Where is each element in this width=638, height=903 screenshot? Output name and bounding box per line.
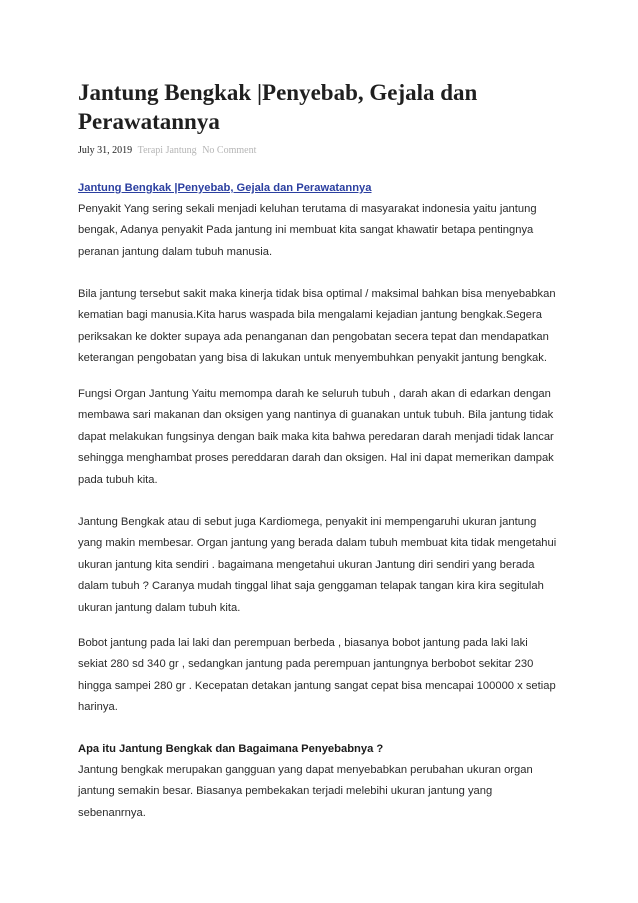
paragraph-line: yang makin membesar. Organ jantung yang berada dalam tubuh membuat kita tidak mengetahui bbox=[78, 537, 557, 550]
article-heading-link[interactable]: Jantung Bengkak |Penyebab, Gejala dan Perawatannya bbox=[78, 182, 372, 194]
paragraph-line: bengak, Adanya penyakit Pada jantung ini membuat kita sangat khawatir betapa pentingnya bbox=[78, 224, 534, 237]
paragraph-line: Penyakit Yang sering sekali menjadi keluhan terutama di masyarakat indonesia yaitu jantung bbox=[78, 203, 537, 215]
article-meta bbox=[78, 145, 256, 156]
section-subheading: Apa itu Jantung Bengkak dan Bagaimana Penyebabnya ? bbox=[78, 743, 384, 755]
paragraph-3 bbox=[78, 384, 568, 491]
paragraph-line: sehingga menghambat proses pereddaran darah dan oksigen. Hal ini dapat memerikan dampak bbox=[78, 452, 554, 465]
article-title-line-2: Perawatannya bbox=[78, 109, 220, 134]
paragraph-line: kematian bagi manusia.Kita harus waspada bila mengalami kejadian jantung bengkak.Segera bbox=[78, 309, 542, 322]
paragraph-1 bbox=[78, 199, 568, 263]
paragraph-line: pada tubuh kita. bbox=[78, 473, 158, 486]
paragraph-2 bbox=[78, 284, 568, 370]
post-date: July 31, 2019 bbox=[78, 145, 133, 156]
paragraph-line: Bobot jantung pada lai laki dan perempuan berbeda , biasanya bobot jantung pada laki laki bbox=[78, 637, 528, 649]
paragraph-line: dapat melakukan fungsinya dengan baik maka kita bahwa peredaran darah menjadi tidak lancar bbox=[78, 430, 554, 443]
paragraph-line: Fungsi Organ Jantung Yaitu memompa darah ke seluruh tubuh , darah akan di edarkan dengan bbox=[78, 388, 551, 400]
paragraph-line: jantung semakin besar. Biasanya pembekakan terjadi melebihi ukuran jantung yang bbox=[78, 785, 493, 798]
subheading-block bbox=[78, 739, 568, 760]
paragraph-line: sebenanrnya. bbox=[78, 806, 146, 819]
paragraph-line: ukuran jantung dalam tubuh kita. bbox=[78, 601, 241, 614]
paragraph-line: peranan jantung dalam tubuh manusia. bbox=[78, 245, 273, 258]
paragraph-line: dalam tubuh ? Caranya mudah tinggal lihat saja genggaman telapak tangan kira kira segitulah bbox=[78, 580, 544, 593]
paragraph-5 bbox=[78, 633, 568, 719]
comments-link[interactable]: No Comment bbox=[202, 145, 257, 156]
paragraph-line: Jantung Bengkak atau di sebut juga Kardiomega, penyakit ini mempengaruhi ukuran jantung bbox=[78, 516, 537, 528]
article-title bbox=[78, 78, 578, 136]
paragraph-line: keterangan pengobatan yang bisa di lakukan untuk menyembuhkan penyakit jantung bengkak. bbox=[78, 352, 547, 365]
paragraph-line: sekiat 280 sd 340 gr , sedangkan jantung pada perempuan jantungnya berbobot sekitar 230 bbox=[78, 658, 534, 671]
link-heading-block bbox=[78, 178, 568, 199]
paragraph-4 bbox=[78, 512, 568, 619]
paragraph-line: periksakan ke dokter supaya ada penanganan dan pengobatan secera tepat dan mendapatkan bbox=[78, 330, 549, 343]
paragraph-line: Bila jantung tersebut sakit maka kinerja tidak bisa optimal / maksimal bahkan bisa menyebabkan bbox=[78, 288, 556, 300]
paragraph-line: Jantung bengkak merupakan gangguan yang dapat menyebabkan perubahan ukuran organ bbox=[78, 764, 533, 776]
paragraph-line: ukuran jantung kita sendiri . bagaimana mengetahui ukuran Jantung diri sendiri yang berada bbox=[78, 558, 535, 571]
paragraph-line: membawa sari makanan dan oksigen yang nantinya di guanakan untuk tubuh. Bila jantung tidak bbox=[78, 409, 554, 422]
paragraph-line: hingga sampei 280 gr . Kecepatan detakan jantung sangat cepat bisa mencapai 100000 x setiap bbox=[78, 679, 556, 692]
paragraph-line: harinya. bbox=[78, 701, 118, 714]
article-title-line-1: Jantung Bengkak |Penyebab, Gejala dan bbox=[78, 80, 478, 105]
paragraph-6 bbox=[78, 760, 568, 824]
category-link[interactable]: Terapi Jantung bbox=[137, 145, 197, 156]
